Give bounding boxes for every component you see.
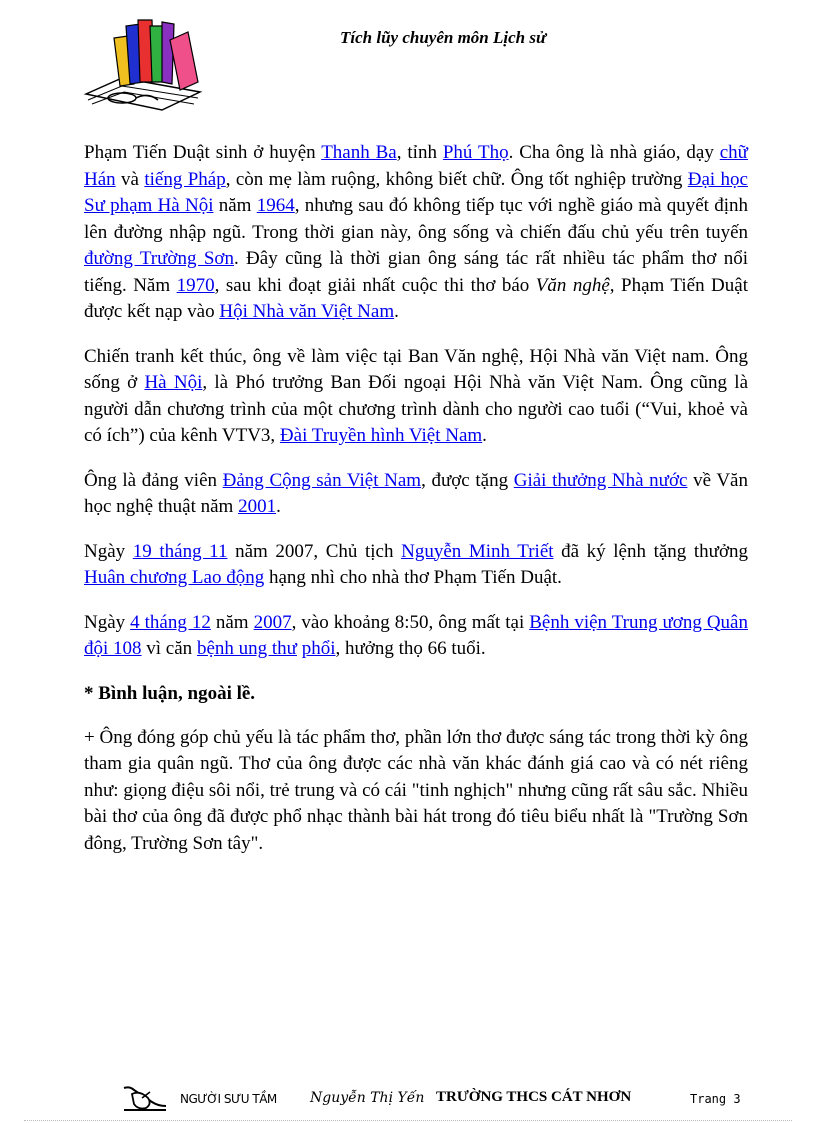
books-icon (82, 12, 204, 112)
paragraph-death: Ngày 4 tháng 12 năm 2007, vào khoảng 8:50, ông mất tại Bệnh viện Trung ương Quân đội 108 vì căn bệnh ung thư phổi, hưởng thọ 66 tuổi. (84, 611, 748, 659)
link-ha-noi[interactable]: Hà Nội (144, 372, 203, 393)
paragraph-awards: Ông là đảng viên Đảng Cộng sản Việt Nam, được tặng Giải thưởng Nhà nước về Văn học nghệ thuật năm 2001. (84, 469, 748, 517)
link-tieng-phap[interactable]: tiếng Pháp (144, 168, 226, 190)
link-dai-truyen-hinh[interactable]: Đài Truyền hình Việt Nam (279, 425, 483, 446)
link-benh-ung-thu[interactable]: bệnh ung thư (196, 638, 297, 659)
school-name: TRƯỜNG THCS CÁT NHƠN (436, 1089, 632, 1105)
link-4-thang-12[interactable]: 4 tháng 12 (130, 611, 211, 633)
link-2007[interactable]: 2007 (253, 611, 292, 633)
link-19-thang-11[interactable]: 19 tháng 11 (132, 540, 228, 562)
link-dai-hoc-su-pham[interactable]: Đại học Sư phạm Hà Nội (84, 168, 748, 216)
paragraph-commentary: + Ông đóng góp chủ yếu là tác phẩm thơ, phần lớn thơ được sáng tác trong thời kỳ ông tham gia quân ngũ. Thơ của ông được các nhà văn khác đánh giá cao và có nét riêng như: giọng điệu sôi nổi, trẻ trung và có cái "tinh nghịch" nhưng cũng rất sâu sắc. Nhiều bài thơ của ông đã được phổ nhạc thành bài hát trong đó tiêu biểu nhất là "Trường Sơn đông, Trường Sơn tây". (84, 726, 748, 854)
link-nguyen-minh-triet[interactable]: Nguyễn Minh Triết (401, 540, 554, 562)
link-giai-thuong-nha-nuoc[interactable]: Giải thưởng Nhà nước (513, 469, 688, 491)
link-2001[interactable]: 2001 (238, 496, 277, 517)
page-header (0, 0, 816, 120)
link-thanh-ba[interactable]: Thanh Ba (321, 142, 397, 163)
page-footer (0, 1080, 816, 1120)
paragraph-medal: Ngày 19 tháng 11 năm 2007, Chủ tịch Nguyễn Minh Triết đã ký lệnh tặng thưởng Huân chương Lao động hạng nhì cho nhà thơ Phạm Tiến Duật. (84, 540, 748, 588)
section-heading: * Bình luận, ngoài lề. (84, 682, 256, 704)
paragraph-career: Chiến tranh kết thúc, ông về làm việc tại Ban Văn nghệ, Hội Nhà văn Việt nam. Ông sống ở Hà Nội, là Phó trưởng Ban Đối ngoại Hội Nhà văn Việt Nam. Ông cũng là người dẫn chương trình của một chương trình dành cho người cao tuổi (“Vui, khoẻ và có ích”) của kênh VTV3, Đài Truyền hình Việt Nam. (84, 345, 748, 446)
link-huan-chuong-lao-dong[interactable]: Huân chương Lao động (84, 567, 265, 588)
author-name: Nguyễn Thị Yến (310, 1090, 425, 1106)
link-1970[interactable]: 1970 (176, 274, 215, 296)
header-title: Tích lũy chuyên môn Lịch sử (340, 28, 547, 47)
footer-divider (24, 1120, 792, 1121)
link-dang-cong-san[interactable]: Đảng Cộng sản Việt Nam (222, 469, 422, 491)
collector-label: NGƯỜI SƯU TẦM (180, 1092, 277, 1106)
link-benh-vien-108[interactable]: Bệnh viện Trung ương Quân đội 108 (84, 611, 748, 659)
document-body (84, 140, 748, 875)
link-1964[interactable]: 1964 (256, 195, 295, 216)
link-hoi-nha-van[interactable]: Hội Nhà văn Việt Nam (219, 301, 395, 322)
paragraph-biography: Phạm Tiến Duật sinh ở huyện Thanh Ba, tỉnh Phú Thọ. Cha ông là nhà giáo, dạy chữ Hán và tiếng Pháp, còn mẹ làm ruộng, không biết chữ. Ông tốt nghiệp trường Đại học Sư phạm Hà Nội năm 1964, nhưng sau đó không tiếp tục với nghề giáo mà quyết định lên đường nhập ngũ. Trong thời gian này, ông sống và chiến đấu chủ yếu trên tuyến đường Trường Sơn. Đây cũng là thời gian ông sáng tác rất nhiều tác phẩm thơ nổi tiếng. Năm 1970, sau khi đoạt giải nhất cuộc thi thơ báo Văn nghệ, Phạm Tiến Duật được kết nạp vào Hội Nhà văn Việt Nam. (84, 142, 748, 322)
link-chu-han[interactable]: chữ Hán (84, 142, 748, 190)
link-phoi[interactable]: phổi (301, 638, 336, 659)
page-number: Trang 3 (690, 1092, 741, 1106)
writing-hand-icon (122, 1084, 168, 1112)
magazine-title: Văn nghệ (535, 274, 610, 296)
link-duong-truong-son[interactable]: đường Trường Sơn (84, 248, 234, 269)
link-phu-tho[interactable]: Phú Thọ (442, 142, 509, 163)
